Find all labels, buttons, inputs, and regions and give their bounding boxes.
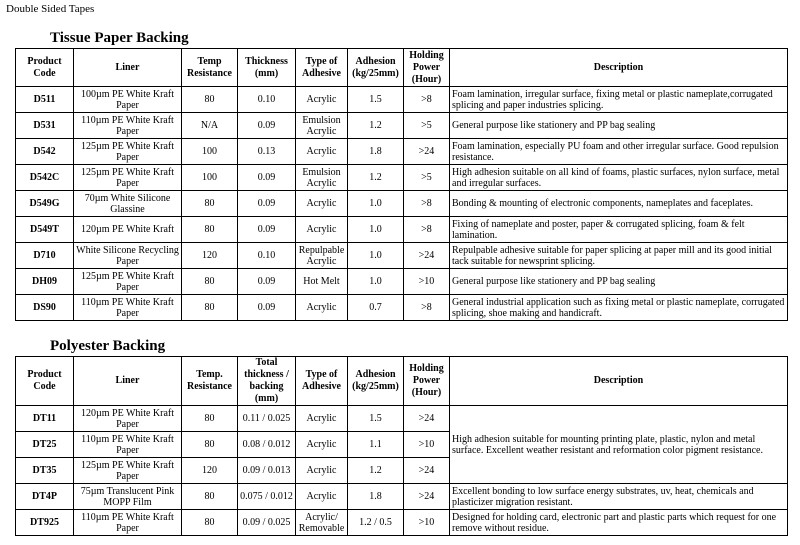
cell-thickness: 0.075 / 0.012: [238, 484, 296, 510]
cell-adhesion: 1.8: [348, 139, 404, 165]
cell-holding-power: >24: [404, 139, 450, 165]
cell-adhesive-type: Acrylic: [296, 458, 348, 484]
cell-adhesive-type: Repulpable Acrylic: [296, 243, 348, 269]
cell-adhesive-type: Acrylic/ Removable: [296, 510, 348, 536]
cell-adhesive-type: Acrylic: [296, 217, 348, 243]
cell-temp-resistance: 80: [182, 191, 238, 217]
header-description: Description: [450, 357, 788, 406]
cell-adhesive-type: Acrylic: [296, 432, 348, 458]
header-product-code: Product Code: [16, 49, 74, 87]
cell-product-code: DS90: [16, 295, 74, 321]
table-row: [16, 243, 788, 269]
cell-product-code: D549G: [16, 191, 74, 217]
cell-adhesive-type: Acrylic: [296, 191, 348, 217]
cell-description: General purpose like stationery and PP bag sealing: [450, 269, 788, 295]
cell-thickness: 0.09: [238, 113, 296, 139]
cell-adhesion: 1.5: [348, 87, 404, 113]
cell-thickness: 0.09 / 0.013: [238, 458, 296, 484]
table-row: [16, 484, 788, 510]
cell-product-code: D542C: [16, 165, 74, 191]
table-row: [16, 217, 788, 243]
cell-product-code: DT35: [16, 458, 74, 484]
cell-thickness: 0.08 / 0.012: [238, 432, 296, 458]
cell-description-shared: High adhesion suitable for mounting printing plate, plastic, nylon and metal surface. Excellent weather resistant and reformation color pigment resistance.: [450, 406, 788, 484]
cell-adhesion: 1.0: [348, 243, 404, 269]
cell-holding-power: >24: [404, 243, 450, 269]
cell-liner: 70µm White Silicone Glassine: [74, 191, 182, 217]
header-holding-power: Holding Power (Hour): [404, 49, 450, 87]
header-product-code: Product Code: [16, 357, 74, 406]
cell-liner: 100µm PE White Kraft Paper: [74, 87, 182, 113]
cell-temp-resistance: 80: [182, 87, 238, 113]
table-row: [16, 406, 788, 432]
cell-holding-power: >24: [404, 406, 450, 432]
cell-temp-resistance: 120: [182, 458, 238, 484]
cell-adhesive-type: Emulsion Acrylic: [296, 165, 348, 191]
table-row: [16, 191, 788, 217]
cell-thickness: 0.11 / 0.025: [238, 406, 296, 432]
table-header-row: [16, 357, 788, 406]
cell-holding-power: >24: [404, 484, 450, 510]
table-header-row: [16, 49, 788, 87]
cell-temp-resistance: 100: [182, 139, 238, 165]
cell-temp-resistance: 80: [182, 484, 238, 510]
cell-product-code: D710: [16, 243, 74, 269]
table-row: [16, 510, 788, 536]
cell-holding-power: >5: [404, 113, 450, 139]
cell-thickness: 0.09: [238, 295, 296, 321]
table-row: [16, 87, 788, 113]
table-row: [16, 269, 788, 295]
cell-adhesive-type: Acrylic: [296, 295, 348, 321]
cell-product-code: DT925: [16, 510, 74, 536]
cell-adhesion: 1.0: [348, 269, 404, 295]
table-row: [16, 165, 788, 191]
cell-thickness: 0.09: [238, 217, 296, 243]
header-holding-power: Holding Power (Hour): [404, 357, 450, 406]
cell-description: Designed for holding card, electronic part and plastic parts which request for one remove without residue.: [450, 510, 788, 536]
table-row: [16, 139, 788, 165]
polyester-section-title: Polyester Backing: [50, 338, 166, 354]
cell-adhesion: 1.8: [348, 484, 404, 510]
cell-holding-power: >8: [404, 295, 450, 321]
cell-temp-resistance: 80: [182, 432, 238, 458]
cell-description: Foam lamination, irregular surface, fixing metal or plastic nameplate,corrugated splicing and paper industries splicing.: [450, 87, 788, 113]
cell-thickness: 0.13: [238, 139, 296, 165]
cell-liner: 110µm PE White Kraft Paper: [74, 510, 182, 536]
cell-thickness: 0.09: [238, 191, 296, 217]
header-liner: Liner: [74, 49, 182, 87]
cell-temp-resistance: 100: [182, 165, 238, 191]
cell-thickness: 0.09: [238, 165, 296, 191]
cell-holding-power: >8: [404, 217, 450, 243]
header-thickness: Total thickness / backing (mm): [238, 357, 296, 406]
cell-liner: 125µm PE White Kraft Paper: [74, 165, 182, 191]
cell-product-code: DT11: [16, 406, 74, 432]
cell-product-code: D542: [16, 139, 74, 165]
header-adhesion: Adhesion (kg/25mm): [348, 357, 404, 406]
cell-liner: 125µm PE White Kraft Paper: [74, 139, 182, 165]
cell-holding-power: >10: [404, 510, 450, 536]
cell-product-code: D511: [16, 87, 74, 113]
cell-holding-power: >8: [404, 87, 450, 113]
cell-liner: 110µm PE White Kraft Paper: [74, 295, 182, 321]
polyester-table: [15, 356, 788, 536]
cell-description: General purpose like stationery and PP bag sealing: [450, 113, 788, 139]
cell-product-code: D549T: [16, 217, 74, 243]
cell-product-code: DT4P: [16, 484, 74, 510]
cell-product-code: D531: [16, 113, 74, 139]
header-thickness: Thickness (mm): [238, 49, 296, 87]
cell-thickness: 0.10: [238, 243, 296, 269]
cell-description: General industrial application such as fixing metal or plastic nameplate, corrugated splicing, shoe making and handicraft.: [450, 295, 788, 321]
cell-adhesion: 1.1: [348, 432, 404, 458]
header-adhesive-type: Type of Adhesive: [296, 357, 348, 406]
cell-description: Bonding & mounting of electronic components, nameplates and faceplates.: [450, 191, 788, 217]
cell-adhesive-type: Emulsion Acrylic: [296, 113, 348, 139]
cell-liner: 125µm PE White Kraft Paper: [74, 269, 182, 295]
header-temp-resistance: Temp. Resistance: [182, 357, 238, 406]
cell-liner: 120µm PE White Kraft: [74, 217, 182, 243]
cell-adhesion: 1.2: [348, 458, 404, 484]
cell-liner: White Silicone Recycling Paper: [74, 243, 182, 269]
cell-temp-resistance: 80: [182, 406, 238, 432]
header-adhesive-type: Type of Adhesive: [296, 49, 348, 87]
cell-adhesive-type: Acrylic: [296, 406, 348, 432]
page-header: Double Sided Tapes: [6, 3, 95, 15]
cell-description: Excellent bonding to low surface energy substrates, uv, heat, chemicals and plasticizer migration resistant.: [450, 484, 788, 510]
cell-adhesion: 1.5: [348, 406, 404, 432]
cell-adhesive-type: Acrylic: [296, 87, 348, 113]
header-description: Description: [450, 49, 788, 87]
cell-liner: 75µm Translucent Pink MOPP Film: [74, 484, 182, 510]
cell-temp-resistance: N/A: [182, 113, 238, 139]
cell-description: High adhesion suitable on all kind of foams, plastic surfaces, nylon surface, metal and irregular surfaces.: [450, 165, 788, 191]
cell-temp-resistance: 80: [182, 295, 238, 321]
cell-holding-power: >8: [404, 191, 450, 217]
table-row: [16, 113, 788, 139]
cell-thickness: 0.10: [238, 87, 296, 113]
cell-adhesion: 1.2: [348, 165, 404, 191]
cell-temp-resistance: 80: [182, 269, 238, 295]
cell-holding-power: >10: [404, 269, 450, 295]
cell-temp-resistance: 80: [182, 510, 238, 536]
cell-liner: 110µm PE White Kraft Paper: [74, 113, 182, 139]
cell-thickness: 0.09: [238, 269, 296, 295]
cell-thickness: 0.09 / 0.025: [238, 510, 296, 536]
cell-adhesive-type: Acrylic: [296, 484, 348, 510]
cell-liner: 110µm PE White Kraft Paper: [74, 432, 182, 458]
table-row: [16, 295, 788, 321]
cell-description: Foam lamination, especially PU foam and other irregular surface. Good repulsion resistance.: [450, 139, 788, 165]
header-liner: Liner: [74, 357, 182, 406]
cell-description: Repulpable adhesive suitable for paper splicing at paper mill and its good initial tack suitable for newsprint splicing.: [450, 243, 788, 269]
tissue-section-title: Tissue Paper Backing: [50, 30, 189, 46]
cell-liner: 120µm PE White Kraft Paper: [74, 406, 182, 432]
cell-holding-power: >5: [404, 165, 450, 191]
cell-product-code: DH09: [16, 269, 74, 295]
tissue-paper-table: [15, 48, 788, 321]
cell-description: Fixing of nameplate and poster, paper & corrugated splicing, foam & felt lamination.: [450, 217, 788, 243]
cell-product-code: DT25: [16, 432, 74, 458]
cell-adhesive-type: Acrylic: [296, 139, 348, 165]
header-adhesion: Adhesion (kg/25mm): [348, 49, 404, 87]
cell-adhesion: 1.2: [348, 113, 404, 139]
cell-temp-resistance: 120: [182, 243, 238, 269]
cell-adhesion: 1.0: [348, 217, 404, 243]
cell-holding-power: >10: [404, 432, 450, 458]
cell-liner: 125µm PE White Kraft Paper: [74, 458, 182, 484]
cell-adhesion: 0.7: [348, 295, 404, 321]
cell-holding-power: >24: [404, 458, 450, 484]
cell-temp-resistance: 80: [182, 217, 238, 243]
cell-adhesion: 1.2 / 0.5: [348, 510, 404, 536]
cell-adhesion: 1.0: [348, 191, 404, 217]
header-temp-resistance: Temp Resistance: [182, 49, 238, 87]
cell-adhesive-type: Hot Melt: [296, 269, 348, 295]
